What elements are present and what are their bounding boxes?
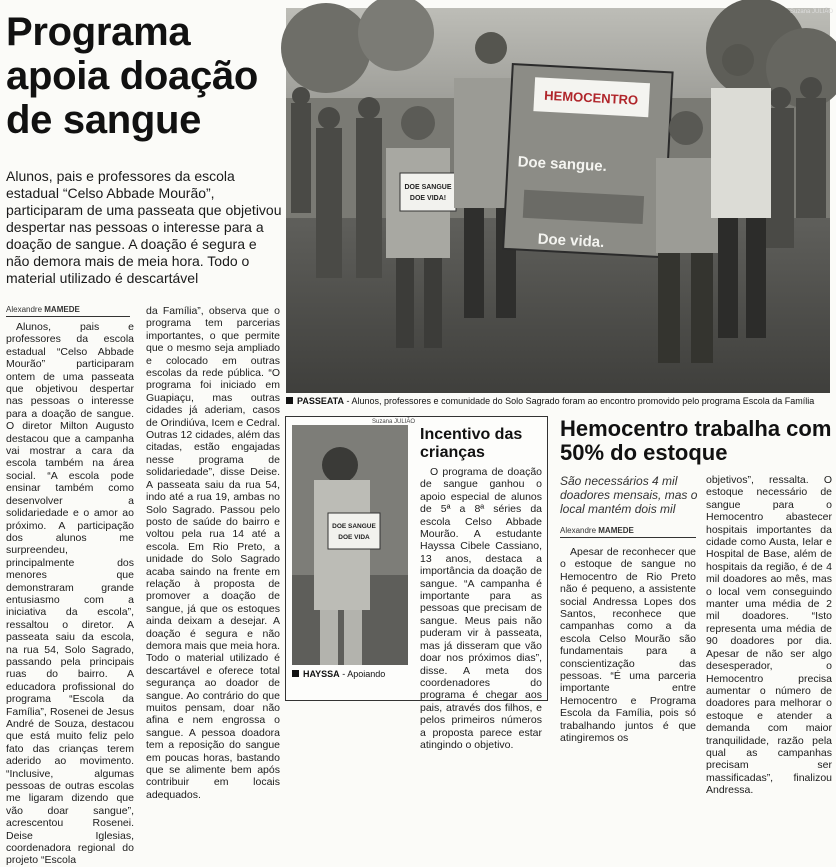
sidebar-column-1: Apesar de reconhecer que o estoque de sangue no Hemocentro de Rio Preto não é pequeno, a assistente social Andressa Lopes dos Santos, reconhece que campanhas como a da escola Celso Mourão são fundamentais para a conscientização das pessoas. “É uma parceria importante entre Hemocentro e Programa Escola da Família, pois só trabalhando juntos é que atingiremos os: [560, 546, 696, 745]
photo-credit: Suzana JULIÃO: [790, 9, 834, 15]
sidebar-headline: Hemocentro trabalha com 50% do estoque: [560, 416, 832, 465]
sidebar-column-2: objetivos”, ressalta. O estoque necessário de sangue para o Hemocentro abastecer hospitais importantes da cidade como Austa, Ielar e Hospital de Base, além de hospitais da região, é de 4 mil doadores ao mês, mas o local vem conseguindo manter uma média de 2 mil doadores. “Isto representa uma média de 90 doadores por dia. Apesar de não ser algo desesperador, o Hemocentro precisa aumentar o número de doadores para melhorar o estoque e atender a demanda com maior tranquilidade, razão pela qual as campanhas precisam ser massificadas”, finalizou Andressa.: [706, 474, 832, 797]
sidebar-subhead: São necessários 4 mil doadores mensais, mas o local mantém dois mil: [560, 474, 698, 516]
svg-text:DOE VIDA!: DOE VIDA!: [409, 195, 447, 202]
caption-bullet: [286, 397, 293, 404]
box-photo-credit: Suzana JULIÃO: [372, 419, 416, 425]
box-photo-caption: HAYSSA - Apoiando: [292, 669, 412, 680]
byline: [6, 305, 130, 317]
svg-text:DOE VIDA: DOE VIDA: [338, 534, 370, 541]
byline-last: MAMEDE: [44, 305, 80, 314]
hayssa-photo-illustration: [292, 425, 408, 665]
banner-line-1: Doe sangue.: [517, 153, 608, 176]
passeata-photo-illustration: [286, 8, 830, 393]
box-photo: [292, 425, 408, 665]
byline-first: Alexandre: [6, 305, 43, 314]
sidebar-byline: Alexandre MAMEDE: [560, 526, 696, 538]
sign-text-line: DOE SANGUE: [404, 184, 452, 191]
box-headline: Incentivo das crianças: [420, 426, 523, 461]
main-photo: [286, 8, 830, 393]
headline: Programa apoia doação de sangue: [6, 10, 259, 142]
banner-line-2: Doe vida.: [537, 230, 605, 252]
main-photo-caption: PASSEATA - Alunos, professores e comunidade do Solo Sagrado foram ao encontro promovido pelo programa Escola da Família: [286, 396, 832, 407]
lead-paragraph: Alunos, pais e professores da escola estadual “Celso Abbade Mourão”, participaram de uma passeata que objetivou despertar nas pessoas o interesse para a doação de sangue. A doação é segura e não demora mais de meia hora. Todo o material utilizado é descartável: [6, 168, 282, 286]
box-body: O programa de doação de sangue ganhou o apoio especial de alunos de 5ª a 8ª séries da escola Celso Abbade Mourão. A estudante Hayssa Cibele Cassiano, 13 anos, destaca a importância da doação de sangue. “A campanha é importante para as pessoas que precisam de sangue. Meus pais não puderam vir à passeata, mas já disseram que vão doar nos próximos dias”, disse. A meta dos coordenadores do programa é chegar aos pais, através dos filhos, e pelos primeiros números a proposta parece estar atingindo o objetivo.: [420, 466, 542, 751]
svg-text:DOE SANGUE: DOE SANGUE: [332, 523, 376, 530]
article-column-2: da Família”, observa que o programa tem parcerias importantes, o que permite que o mesmo seja ampliado e colocado em outras escolas da rede pública. “O programa foi iniciado em Guapiaçu, mas outras cidades já aderiam, casos de Orindiúva, Icem e Cedral. Outras 12 cidades, além das citadas, estão engajadas nesse programa de solidariedade”, disse Deise. A passeata saiu da rua 54, indo até a rua 19, ambas no Solo Sagrado. Passou pelo posto de saúde do bairro e voltou pela rua 14 até a escola. Em Rio Preto, a unidade do Solo Sagrado acaba saindo na frente em relação à proposta de promover a doação de sangue, já que os estoques ainda deixam a desejar. A doação é segura e não demora mais que meia hora. Todo o material utilizado é descartável e oferece total segurança ao doador de sangue. Ao contrário do que muitos pensam, doar não afina e nem engrossa o sangue. A pessoa doadora tem a reposição do sangue em poucas horas, bastando que se alimente bem após contribuir em locais adequados.: [146, 305, 280, 801]
article-column-1: Alunos, pais e professores da escola estadual “Celso Abbade Mourão” participaram ontem de uma passeata que objetivou despertar nas pessoas o interesse para a doação de sangue. O diretor Milton Augusto destacou que a campanha vai mostrar a cara da escola também na área social. “A escola pode ensinar também como desenvolver a solidariedade e o amor ao próximo. A participação dos alunos me surpreendeu, principalmente dos menores que demonstraram grande entusiasmo com a iniciativa da escola”, ressaltou o diretor. A passeata saiu da escola, na rua 54, Solo Sagrado, passando pela principais ruas do bairro. A educadora profissional do programa “Escola da Família”, Rosenei de Jesus André de Souza, destacou que está muito feliz pelo fato das crianças terem aderido ao movimento. “Inclusive, algumas pessoas de outras escolas me ligaram dizendo que vão doar sangue”, acrescentou Rosenei. Deise Iglesias, coordenadora regional do projeto “Escola: [6, 321, 134, 867]
caption-bullet: [292, 670, 299, 677]
banner-brand: HEMOCENTRO: [543, 87, 639, 108]
